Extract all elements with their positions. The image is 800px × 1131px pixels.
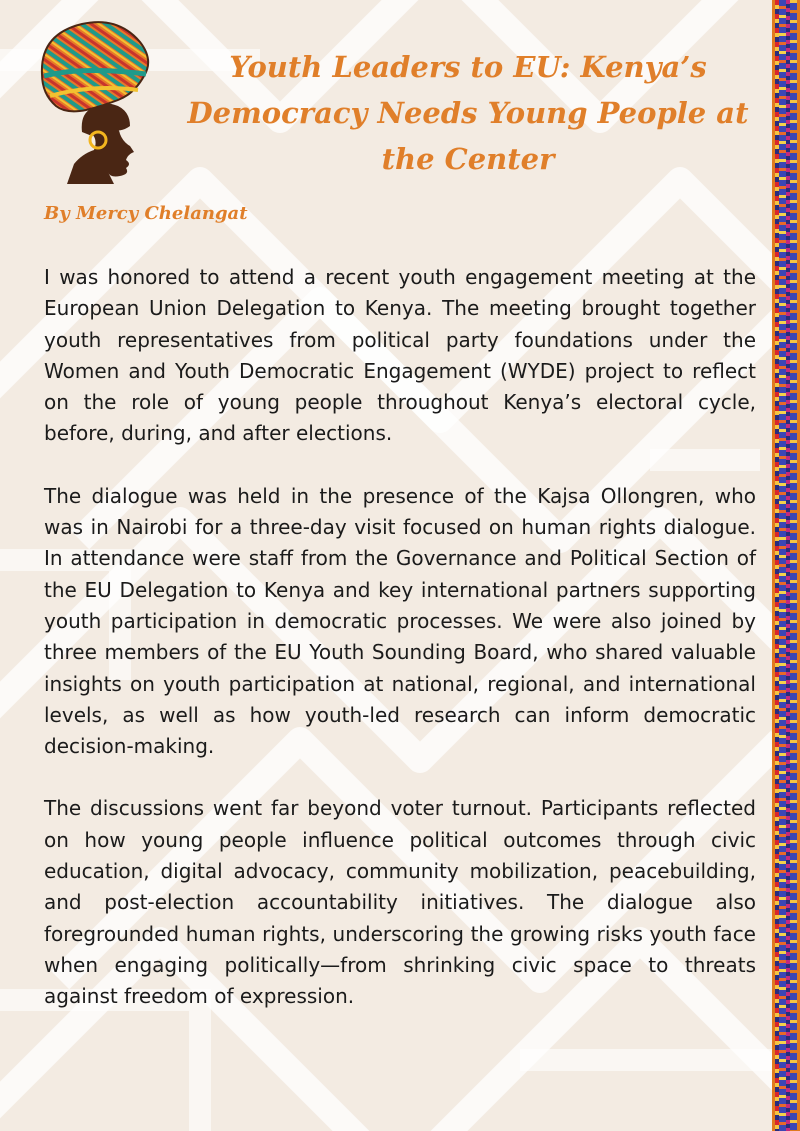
- paragraph: The dialogue was held in the presence of the Kajsa Ollongren, who was in Nairobi for a three-day visit focused on human rights dialogue. In attendance were staff from the Governance and Political Section of the EU Delegation to Kenya and key international partners supporting youth participation in democratic processes. We were also joined by three members of the EU Youth Sounding Board, who shared valuable insights on youth participation at national, regional, and international levels, as well as how youth-led research can inform democratic decision-making.: [44, 483, 756, 759]
- article-title: Youth Leaders to EU: Kenya’s Democracy Needs Young People at the Center: [187, 50, 749, 176]
- paragraph: I was honored to attend a recent youth engagement meeting at the European Union Delegation to Kenya. The meeting brought together youth representatives from political party foundations under the Women and Youth Democratic Engagement (WYDE) project to reflect on the role of young people throughout Kenya’s electoral cycle, before, during, and after elections.: [44, 265, 756, 446]
- decorative-border: [772, 0, 800, 1131]
- article-body: [44, 262, 756, 1044]
- paragraph: The discussions went far beyond voter turnout. Participants reflected on how young people influence political outcomes through civic education, digital advocacy, community mobilization, peacebuilding, and post-election accountability initiatives. The dialogue also foregrounded human rights, underscoring the growing risks youth face when engaging politically—from shrinking civic space to threats against freedom of expression.: [44, 796, 756, 1009]
- african-woman-headwrap-icon: [22, 14, 162, 189]
- author-byline: By Mercy Chelangat: [44, 203, 248, 224]
